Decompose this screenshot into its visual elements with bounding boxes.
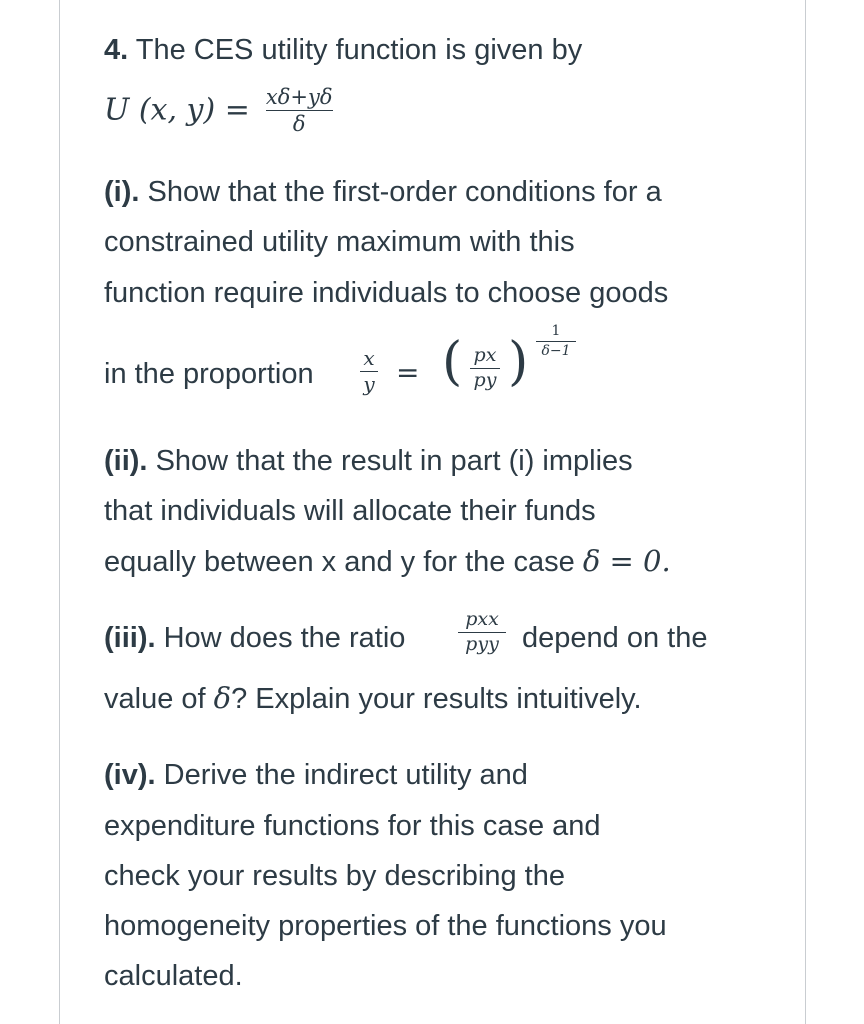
exponent-fraction [536,324,576,358]
exponent-num: 1 [551,323,561,339]
quantity-ratio-den: y [363,372,375,396]
part-iii-line-2 [104,680,642,717]
part-i-line-3: function require individuals to choose goods [104,277,669,309]
open-paren: ( [442,332,463,392]
part-iii-text-2b: ? Explain your results intuitively. [231,683,642,715]
part-ii-line-2: that individuals will allocate their funds [104,495,596,527]
utility-fraction [266,86,333,135]
part-i-label: (i). [104,176,140,208]
part-iv-line-5: calculated. [104,960,243,992]
part-iv-line-2: expenditure functions for this case and [104,810,601,842]
part-iii-text-1a [104,620,405,656]
part-iv-line-3: check your results by describing the [104,860,565,892]
utility-function [104,86,333,150]
part-iii-text-1a-body: How does the ratio [163,622,406,654]
utility-numerator: xδ+yδ [265,85,333,109]
part-iii-label: (iii). [104,622,156,654]
part-iv-label: (iv). [104,759,156,791]
price-ratio-den: py [473,368,497,391]
content-border-right [805,0,806,1024]
part-i-line-1 [104,174,662,210]
part-iii-text-1b: depend on the [522,622,708,654]
part-iv-line-4: homogeneity properties of the functions you [104,910,667,942]
part-iii-delta: δ [213,681,232,715]
part-ii-line-1 [104,443,633,479]
utility-lhs: U (x, y) = [104,92,250,128]
exponent-den: δ−1 [541,342,571,359]
part-iv-line-1 [104,757,528,793]
part-ii-label: (ii). [104,445,148,477]
part-ii-text-1: Show that the result in part (i) implies [155,445,633,477]
expenditure-ratio-num: pxx [465,608,499,630]
expenditure-ratio [458,610,506,655]
quantity-ratio [360,348,378,395]
part-iv-text-1: Derive the indirect utility and [163,759,528,791]
part-i-text-1: Show that the first-order conditions for a [147,176,662,208]
part-ii-line-3 [104,543,671,580]
quantity-ratio-num: x [363,346,375,370]
expenditure-ratio-den: pyy [465,632,499,655]
question-number: 4. [104,34,129,66]
question-heading [104,32,582,68]
part-iii-text-2a: value of [104,683,206,715]
utility-denominator: δ [292,112,306,137]
part-i-line-2: constrained utility maximum with this [104,226,575,258]
close-paren: ) [508,332,529,392]
price-ratio [470,346,500,391]
content-border-left [59,0,60,1024]
proportion-equals: = [396,356,420,389]
part-i-text-4: in the proportion [104,358,314,390]
question-heading-text: The CES utility function is given by [135,34,583,66]
part-ii-text-3: equally between x and y for the case [104,546,575,578]
delta-condition: δ = 0. [582,544,671,578]
price-ratio-num: px [473,344,497,366]
